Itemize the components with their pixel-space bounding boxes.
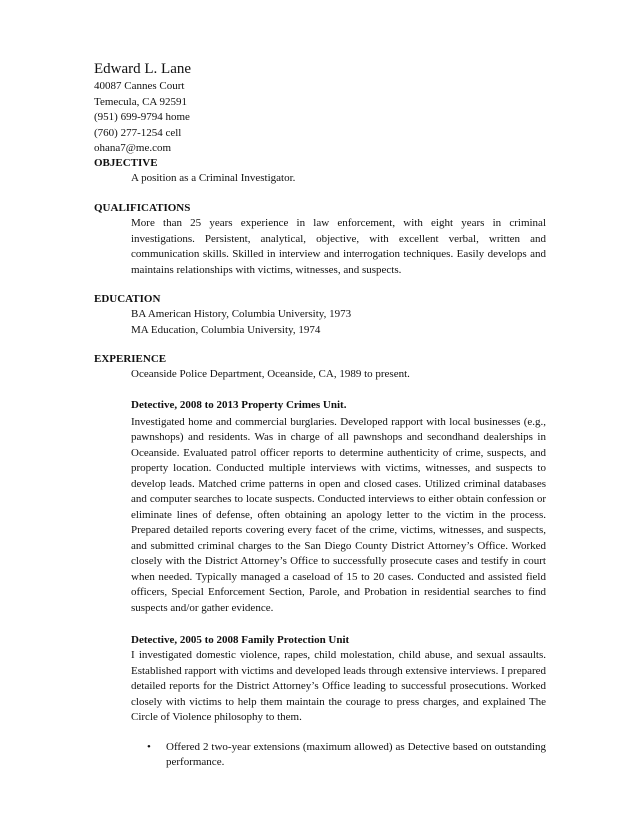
experience-section bbox=[94, 352, 546, 771]
job-title: Detective, 2005 to 2008 Family Protection Unit bbox=[131, 634, 350, 646]
objective-section bbox=[94, 156, 546, 187]
qualifications-text: More than 25 years experience in law enforcement, with eight years in criminal investigations. Persistent, analytical, objective, with excellent verbal, written and communication skills. Skilled in interview and interrogation techniques. Easily develops and maintains relationships with victims, witnesses, and suspects. bbox=[131, 217, 546, 276]
job-description: Investigated home and commercial burglaries. Developed rapport with local businesses (e.g., pawnshops) and residents. Was in charge of all pawnshops and secondhand dealerships in Oceanside. Evaluated patrol officer reports to determine authenticity of crime, suspects, and property location. Conducted multiple interviews with victims, witnesses, and suspects to develop leads. Matched crime patterns in open and closed cases. Utilized criminal databases and computer searches to locate suspects. Conducted interviews to either obtain confession or eliminate lines of defense, often obtaining an apology letter to the victim in the process. Prepared detailed reports covering every facet of the crime, victims, witnesses, and suspects, and submitted criminal charges to the San Diego County District Attorney’s Office. Worked closely with the District Attorney’s Office to successfully prosecute cases and testify in court when needed. Typically managed a caseload of 15 to 20 cases. Conducted and assisted field officers, Special Enforcement Section, Parole, and Probation in residential searches to find suspects and/or gather evidence. bbox=[131, 415, 546, 614]
qualifications-heading: QUALIFICATIONS bbox=[94, 202, 191, 214]
education-heading: EDUCATION bbox=[94, 293, 161, 305]
bullet-text: Offered 2 two-year extensions (maximum allowed) as Detective based on outstanding performance. bbox=[166, 740, 546, 768]
objective-text: A position as a Criminal Investigator. bbox=[131, 172, 296, 184]
job-title: Detective, 2008 to 2013 Property Crimes Unit. bbox=[131, 398, 347, 411]
objective-heading: OBJECTIVE bbox=[94, 157, 158, 169]
applicant-name: Edward L. Lane bbox=[94, 61, 192, 77]
email: ohana7@me.com bbox=[94, 142, 172, 154]
employer-line: Oceanside Police Department, Oceanside, CA, 1989 to present. bbox=[131, 368, 410, 380]
phone-home: (951) 699-9794 home bbox=[94, 111, 190, 123]
education-item: MA Education, Columbia University, 1974 bbox=[131, 323, 321, 336]
education-section bbox=[94, 292, 546, 338]
bullet-icon: • bbox=[147, 740, 151, 753]
qualifications-section bbox=[94, 201, 546, 278]
job-description: I investigated domestic violence, rapes, child molestation, child abuse, and sexual assaults. Established rapport with victims and developed leads through extensive interviews. I prepared detailed reports for the District Attorney’s Office leading to successful prosecutions. Worked closely with victims to help them maintain the courage to press charges, and explained The Circle of Violence philosophy to them. bbox=[131, 649, 546, 723]
contact-header bbox=[94, 59, 191, 157]
address-line-2: Temecula, CA 92591 bbox=[94, 95, 188, 108]
job-entry bbox=[131, 633, 546, 726]
list-item bbox=[147, 740, 546, 771]
job-entry bbox=[131, 398, 546, 617]
phone-cell: (760) 277-1254 cell bbox=[94, 126, 182, 139]
education-item: BA American History, Columbia University, 1973 bbox=[131, 308, 352, 320]
experience-heading: EXPERIENCE bbox=[94, 353, 167, 365]
address-line-1: 40087 Cannes Court bbox=[94, 80, 185, 92]
